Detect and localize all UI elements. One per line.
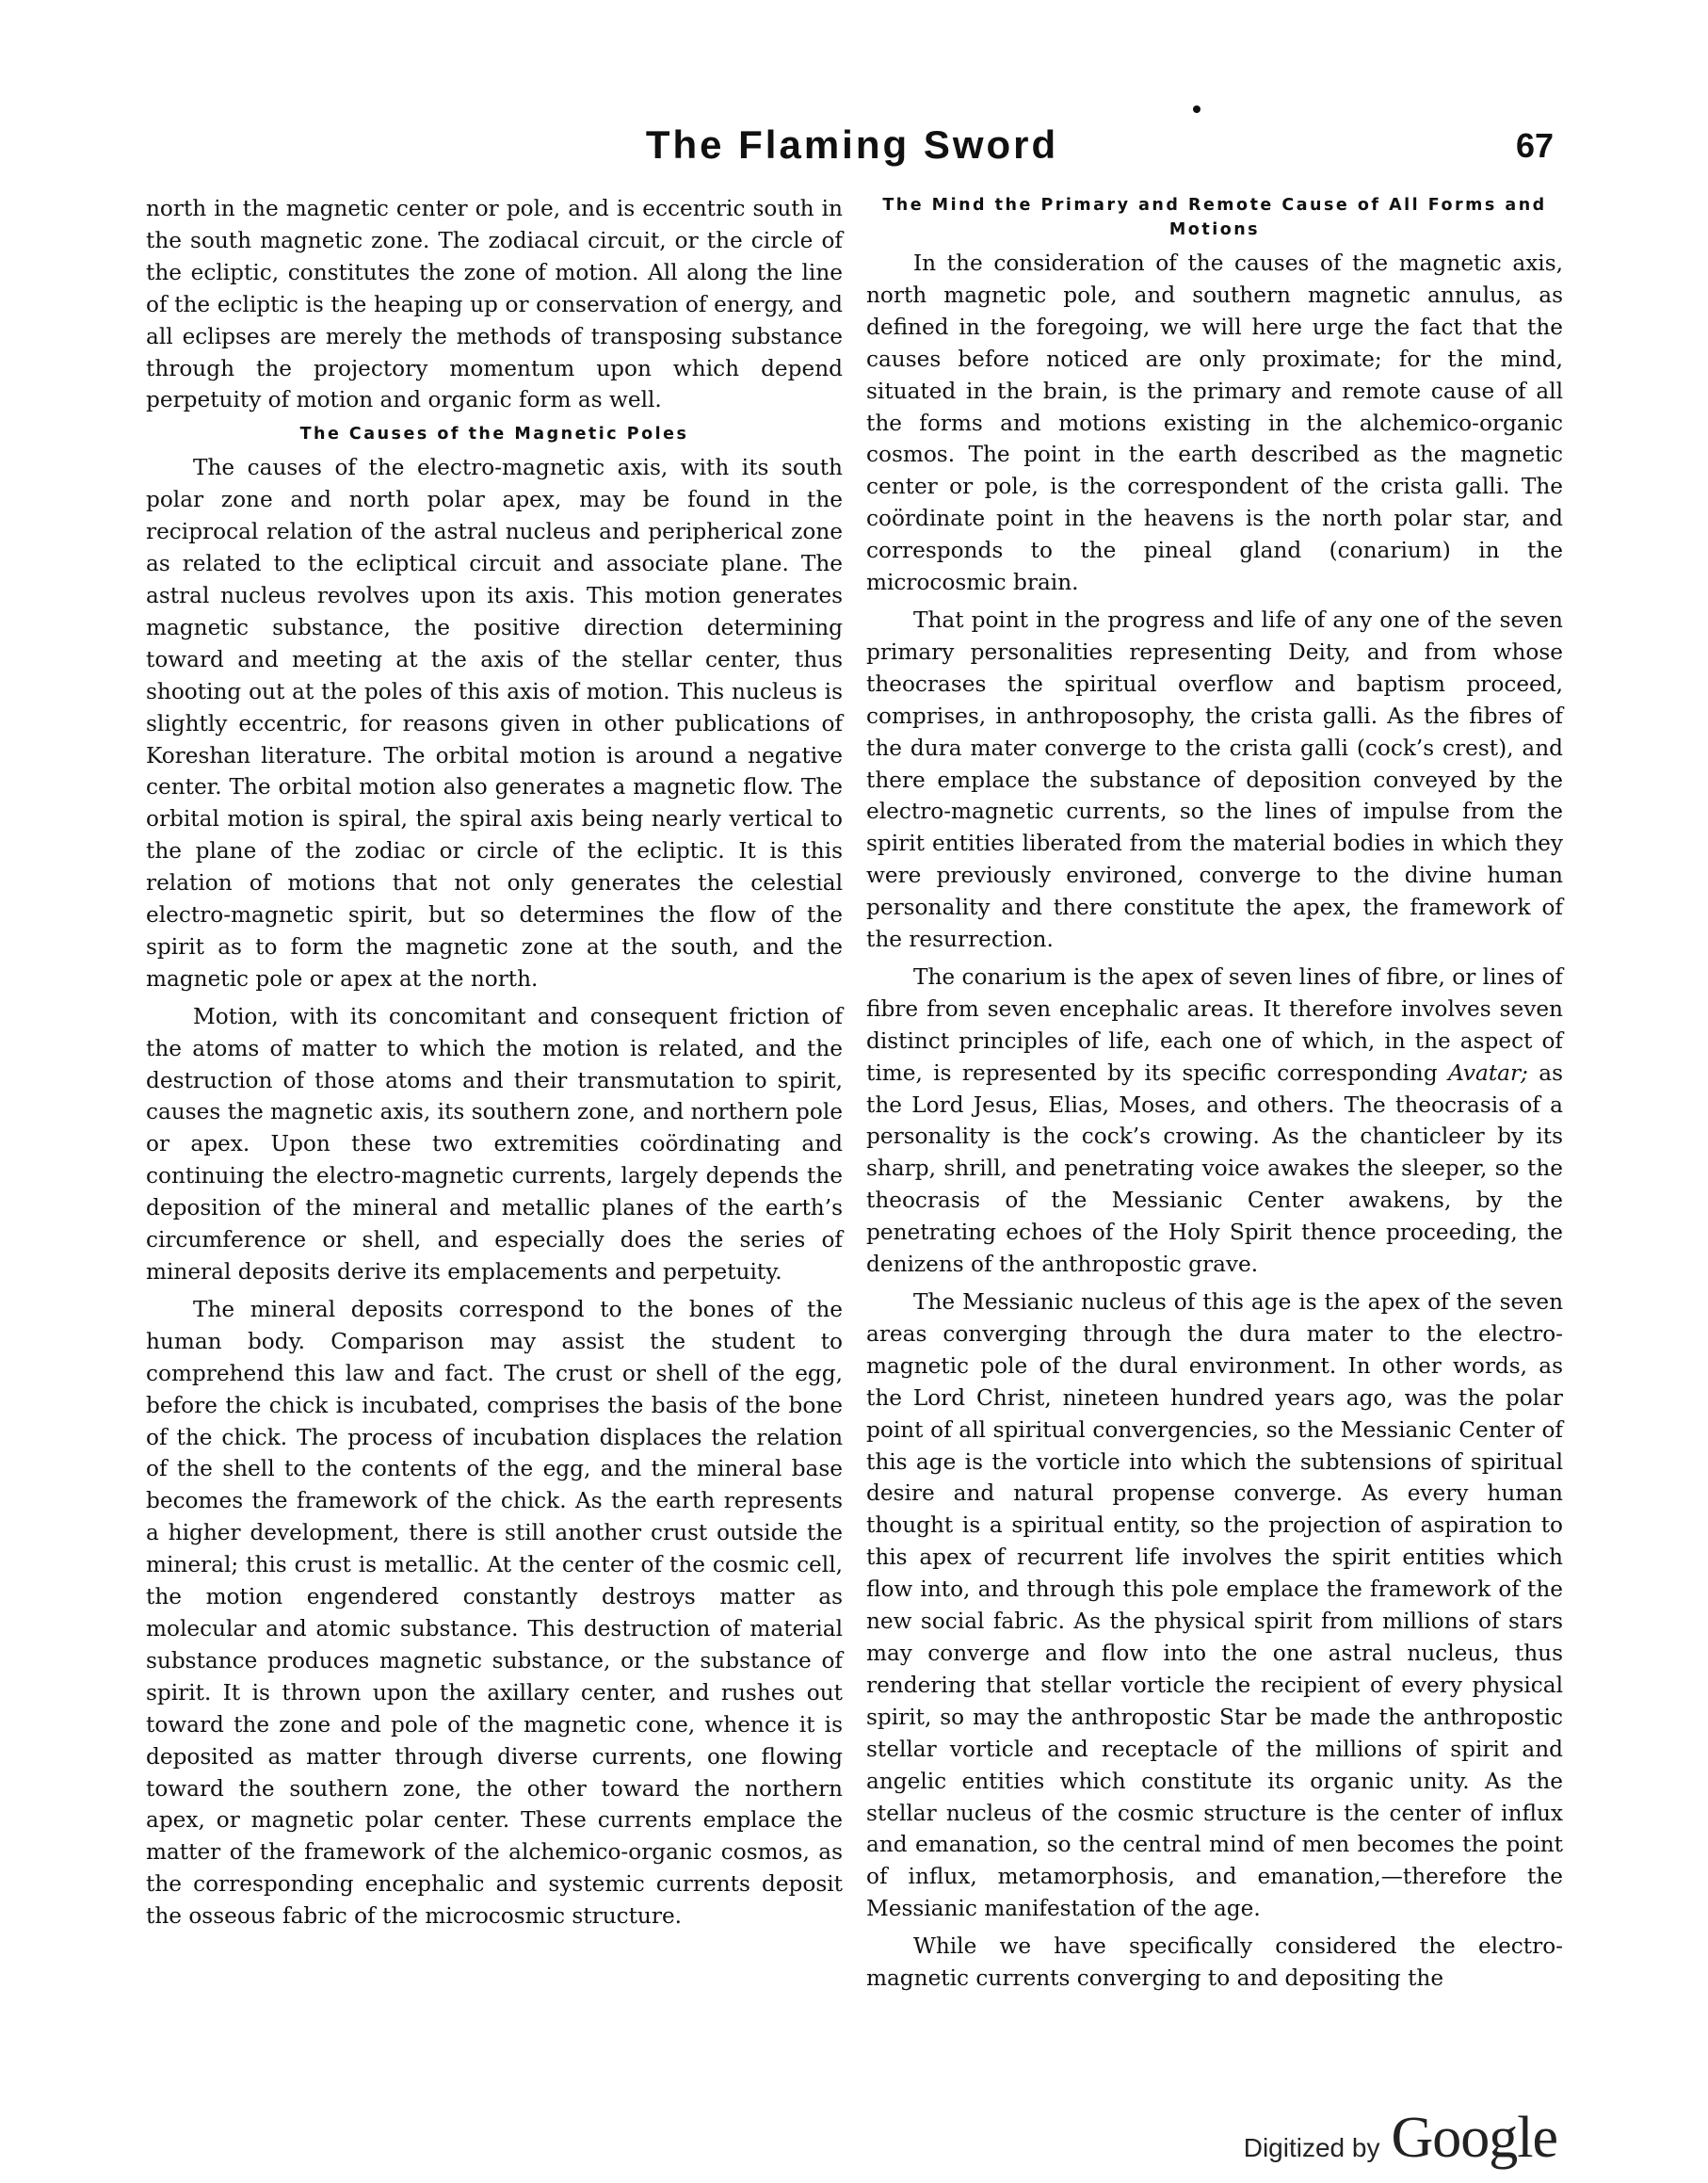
digitized-by-label: Digitized by <box>1243 2133 1380 2162</box>
section-heading-magnetic-poles: The Causes of the Magnetic Poles <box>299 425 689 445</box>
right-paragraph-2: That point in the progress and life of any one of the seven primary personalities representing Deity, and from whose theocrases the spiritual overflow and baptism proceed, comprises, in anthroposophy, the crista galli. As the fibres of the dura mater converge to the crista galli (cock’s crest), and there emplace the substance of deposition conveyed by the electro-magnetic currents, so the lines of impulse from the spirit entities liberated from the material bodies in which they were previously environed, converge to the divine human personality and there constitute the apex, the framework of the resurrection. <box>866 606 1563 953</box>
google-logo: Google <box>1391 2106 1557 2170</box>
right-paragraph-3 <box>866 962 1563 1281</box>
left-paragraph-4: The mineral deposits correspond to the bones of the human body. Comparison may assist the student to comprehend this law and fact. The crust or shell of the egg, before the chick is incubated, comprises the basis of the bone of the chick. The process of incubation displaces the relation of the shell to the contents of the egg, and the mineral base becomes the framework of the chick. As the earth represents a higher development, there is still another crust outside the mineral; this crust is metallic. At the center of the cosmic cell, the motion engendered constantly destroys matter as molecular and atomic substance. This destruction of material substance produces magnetic substance, or the substance of spirit. It is thrown upon the axillary center, and rushes out toward the zone and pole of the magnetic cone, whence it is deposited as matter through diverse currents, one flowing toward the southern zone, the other toward the northern apex, or magnetic polar center. These currents emplace the matter of the framework of the alchemico-organic cosmos, as the corresponding encephalic and systemic currents deposit the osseous fabric of the microcosmic structure. <box>146 1296 843 1930</box>
right-column <box>866 193 1563 2000</box>
left-paragraph-2: The causes of the electro-magnetic axis, with its south polar zone and north polar apex, may be found in the reciprocal relation of the astral nucleus and peripherical zone as related to the ecliptical circuit and associate plane. The astral nucleus revolves upon its axis. This motion generates magnetic substance, the positive direction determining toward and meeting at the axis of the stellar center, thus shooting out at the poles of this axis of motion. This nucleus is slightly eccentric, for reasons given in other publications of Koreshan literature. The orbital motion is around a negative center. The orbital motion also generates a magnetic flow. The orbital motion is spiral, the spiral axis being nearly vertical to the plane of the zodiac or circle of the ecliptic. It is this relation of motions that not only generates the celestial electro-magnetic spirit, but so determines the flow of the spirit as to form the magnetic zone at the south, and the magnetic pole or apex at the north. <box>146 455 843 992</box>
running-title: The Flaming Sword <box>645 122 1059 167</box>
right-paragraph-3-part-a: The conarium is the apex of seven lines of fibre, or lines of fibre from seven encephalic areas. It therefore involves seven distinct principles of life, each one of which, in the aspect of time, is represented by its specific corresponding <box>866 963 1563 1086</box>
right-paragraph-5: While we have specifically considered the electro-magnetic currents converging to and depositing the <box>866 1933 1563 1992</box>
avatar-term: Avatar; <box>1448 1059 1528 1086</box>
page-number: 67 <box>1515 126 1554 165</box>
right-paragraph-4: The Messianic nucleus of this age is the apex of the seven areas converging through the dura mater to the electro-magnetic pole of the dural environment. In other words, as the Lord Christ, nineteen hundred years ago, was the polar point of all spiritual convergencies, so the Messianic Center of this age is the vorticle into which the subtensions of spiritual desire and natural propense converge. As every human thought is a spiritual entity, so the projection of aspiration to this apex of recurrent life involves the spirit entities which flow into, and through this pole emplace the framework of the new social fabric. As the physical spirit from millions of stars may converge and flow into the one astral nucleus, thus rendering that stellar vorticle the recipient of every physical spirit, so may the anthropostic Star be made the anthropostic stellar vorticle and receptacle of the millions of spirit and angelic entities which constitute its organic unity. As the stellar nucleus of the cosmic structure is the center of influx and emanation, so the central mind of men becomes the point of influx, metamorphosis, and emanation,—therefore the Messianic manifestation of the age. <box>866 1289 1563 1922</box>
left-paragraph-3: Motion, with its concomitant and consequent friction of the atoms of matter to which the motion is related, and the destruction of those atoms and their transmutation to spirit, causes the magnetic axis, its southern zone, and northern pole or apex. Upon these two extremities coördinating and continuing the electro-magnetic currents, largely depends the deposition of the mineral and metallic planes of the earth’s circumference or shell, and especially does the series of mineral deposits derive its emplacements and perpetuity. <box>146 1003 843 1285</box>
left-paragraph-1: north in the magnetic center or pole, and is eccentric south in the south magnetic zone. The zodiacal circuit, or the circle of the ecliptic, constitutes the zone of motion. All along the line of the ecliptic is the heaping up or conservation of energy, and all eclipses are merely the methods of transposing substance through the projectory momentum upon which depend perpetuity of motion and organic form as well. <box>146 196 843 413</box>
page-header <box>141 122 1563 179</box>
right-paragraph-1: In the consideration of the causes of the magnetic axis, north magnetic pole, and southern magnetic annulus, as defined in the foregoing, we will here urge the fact that the causes before noticed are only proximate; for the mind, situated in the brain, is the primary and remote cause of all the forms and motions existing in the alchemico-organic cosmos. The point in the earth described as the magnetic center or pole, is the correspondent of the crista galli. The coördinate point in the heavens is the north polar star, and corresponds to the pineal gland (conarium) in the microcosmic brain. <box>866 251 1563 596</box>
stray-ink-dot <box>1193 105 1200 113</box>
digitization-watermark <box>1244 2105 1557 2172</box>
right-paragraph-3-part-b: as the Lord Jesus, Elias, Moses, and others. The theocrasis of a personality is the cock’s crowing. As the chanticleer by its sharp, shrill, and penetrating voice awakes the sleeper, so the theocrasis of the Messianic Center awakens, by the penetrating echoes of the Holy Spirit thence proceeding, the denizens of the anthropostic grave. <box>866 1059 1563 1278</box>
left-column <box>146 193 843 1938</box>
section-heading-mind-primary-cause: The Mind the Primary and Remote Cause of All Forms and Motions <box>882 196 1547 239</box>
